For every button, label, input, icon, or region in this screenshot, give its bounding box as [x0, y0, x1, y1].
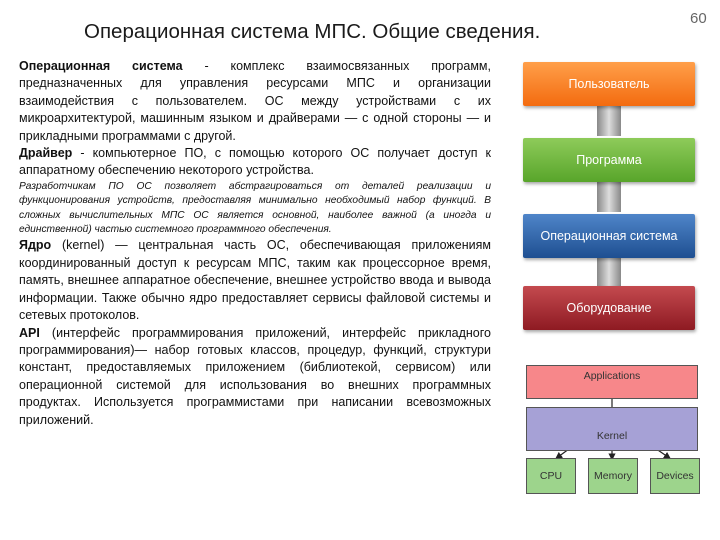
layer-hardware: Оборудование [523, 286, 695, 330]
kernel-box [526, 407, 698, 451]
driver-definition-text: - компьютерное ПО, с помощью которого ОС получает доступ к аппаратному обеспечению некоторого устройства. [19, 146, 491, 178]
body-text [19, 58, 491, 429]
applications-label: Applications [583, 370, 641, 382]
layer-connector [597, 256, 621, 286]
term-kernel: Ядро [19, 238, 52, 253]
layer-program: Программа [523, 138, 695, 182]
cpu-box: CPU [526, 458, 576, 494]
system-layers-diagram [523, 62, 695, 330]
term-api: API [19, 325, 40, 340]
page-number: 60 [690, 10, 707, 27]
os-definition-text: - комплекс взаимосвязанных программ, предназначенных для управления ресурсами МПС и организации взаимодействия с пользователем. ОС между устройствами с их микроархитектурой, машинным языком и драйверами — с одной стороны — и прикладными программами с другой. [19, 59, 491, 143]
layer-operating-system: Операционная система [523, 214, 695, 258]
kernel-label: Kernel [596, 430, 628, 442]
kernel-diagram [518, 355, 708, 495]
layer-user: Пользователь [523, 62, 695, 106]
layer-connector [597, 182, 621, 212]
applications-box [526, 365, 698, 399]
paragraph-os-definition [19, 58, 491, 145]
paragraph-developer-note: Разработчикам ПО ОС позволяет абстрагироваться от деталей реализации и функционирования устройств, предоставляя минимально необходимый набор функций. В сложных вычислительных МПС ОС является основной, наиболее важной (а иногда и единственной) частью системного программного обеспечения. [19, 180, 491, 236]
devices-box: Devices [650, 458, 700, 494]
memory-box: Memory [588, 458, 638, 494]
paragraph-kernel-definition [19, 237, 491, 324]
kernel-definition-text: (kernel) — центральная часть ОС, обеспечивающая приложениям координированный доступ к ресурсам МПС, таким как процессорное время, память, внешнее аппаратное обеспечение, внешнее устройство ввода и вывода информации. Также обычно ядро предоставляет сервисы файловой системы и сетевых протоколов. [19, 238, 491, 323]
term-driver: Драйвер [19, 146, 73, 161]
paragraph-api-definition [19, 325, 491, 429]
layer-connector [597, 106, 621, 136]
paragraph-driver-definition [19, 145, 491, 180]
term-os: Операционная система [19, 59, 183, 73]
slide-title: Операционная система МПС. Общие сведения. [84, 20, 541, 43]
api-definition-text: (интерфейс программирования приложений, интерфейс прикладного программирования)— набор готовых классов, процедур, функций, структури констант, предоставляемых приложением (библиотекой, сервисом) или операционной системой для использования во внешних программных продуктах. Используется программистами при написании всевозможных приложений. [19, 325, 491, 427]
